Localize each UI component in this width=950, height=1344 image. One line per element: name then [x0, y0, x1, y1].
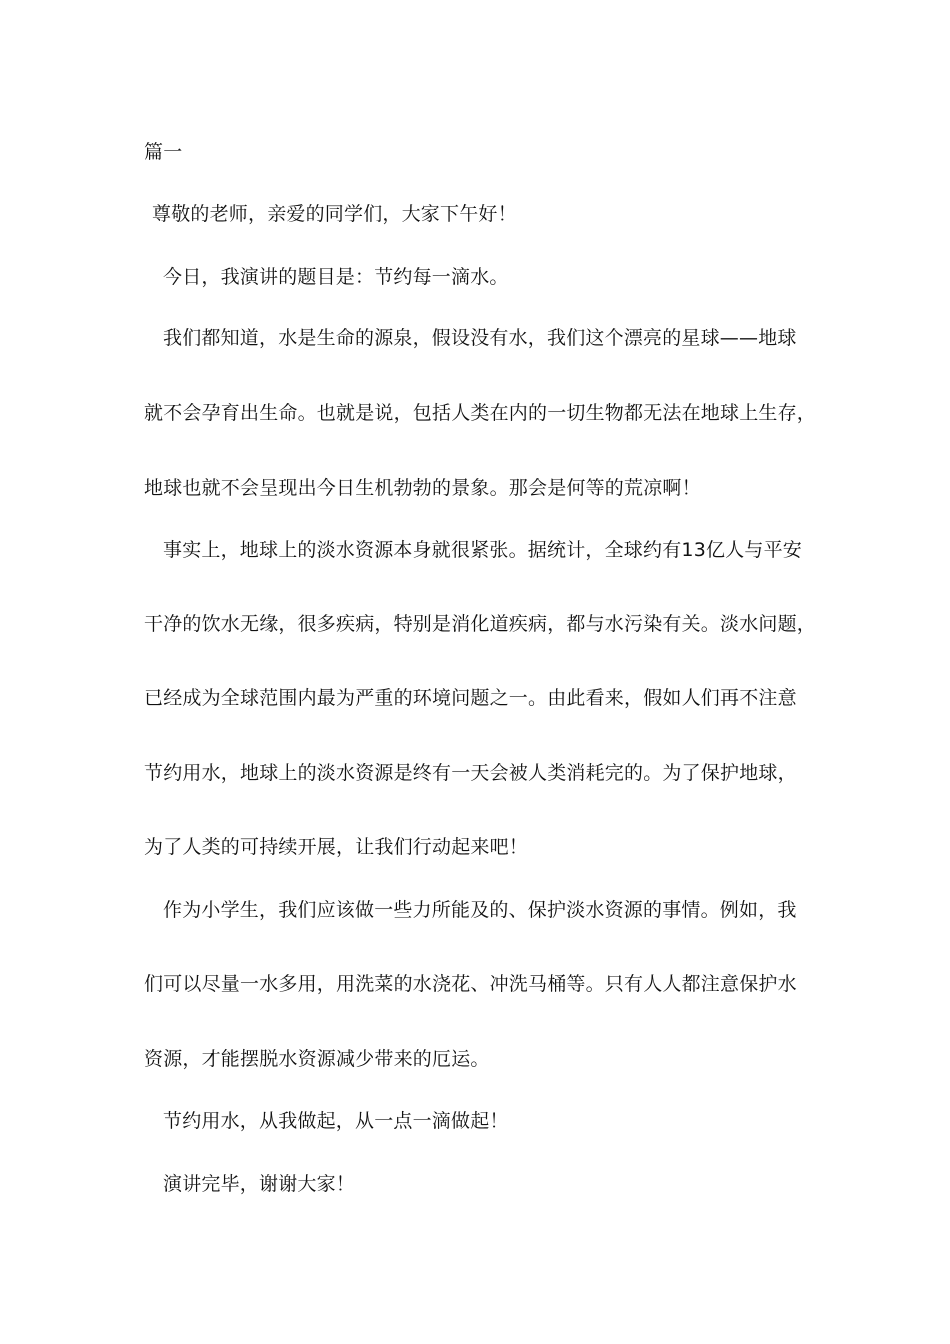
paragraph-2-line-3: 地球也就不会呈现出今日生机勃勃的景象。那会是何等的荒凉啊！ [144, 477, 701, 499]
paragraph-topic: 今日，我演讲的题目是：节约每一滴水。 [163, 266, 509, 288]
paragraph-2-line-2: 就不会孕育出生命。也就是说，包括人类在内的一切生物都无法在地球上生存， [144, 402, 817, 424]
paragraph-4-line-3: 资源，才能摆脱水资源减少带来的厄运。 [144, 1048, 490, 1070]
closing-line: 演讲完毕，谢谢大家！ [163, 1173, 356, 1195]
paragraph-4-line-1: 作为小学生，我们应该做一些力所能及的、保护淡水资源的事情。例如，我 [163, 899, 797, 921]
paragraph-2-line-1: 我们都知道，水是生命的源泉，假设没有水，我们这个漂亮的星球——地球 [163, 327, 797, 349]
paragraph-3-line-1: 事实上，地球上的淡水资源本身就很紧张。据统计，全球约有13亿人与平安 [163, 539, 802, 561]
paragraph-4-line-2: 们可以尽量一水多用，用洗菜的水浇花、冲洗马桶等。只有人人都注意保护水 [144, 973, 797, 995]
greeting-line: 尊敬的老师，亲爱的同学们，大家下午好！ [152, 203, 517, 225]
paragraph-slogan: 节约用水，从我做起，从一点一滴做起！ [163, 1110, 509, 1132]
section-heading: 篇一 [144, 141, 183, 163]
paragraph-3-line-2: 干净的饮水无缘，很多疾病，特别是消化道疾病，都与水污染有关。淡水问题， [144, 613, 817, 635]
paragraph-3-line-4: 节约用水，地球上的淡水资源是终有一天会被人类消耗完的。为了保护地球， [144, 762, 797, 784]
paragraph-3-line-3: 已经成为全球范围内最为严重的环境问题之一。由此看来，假如人们再不注意 [144, 687, 797, 709]
paragraph-3-line-5: 为了人类的可持续开展，让我们行动起来吧！ [144, 836, 529, 858]
